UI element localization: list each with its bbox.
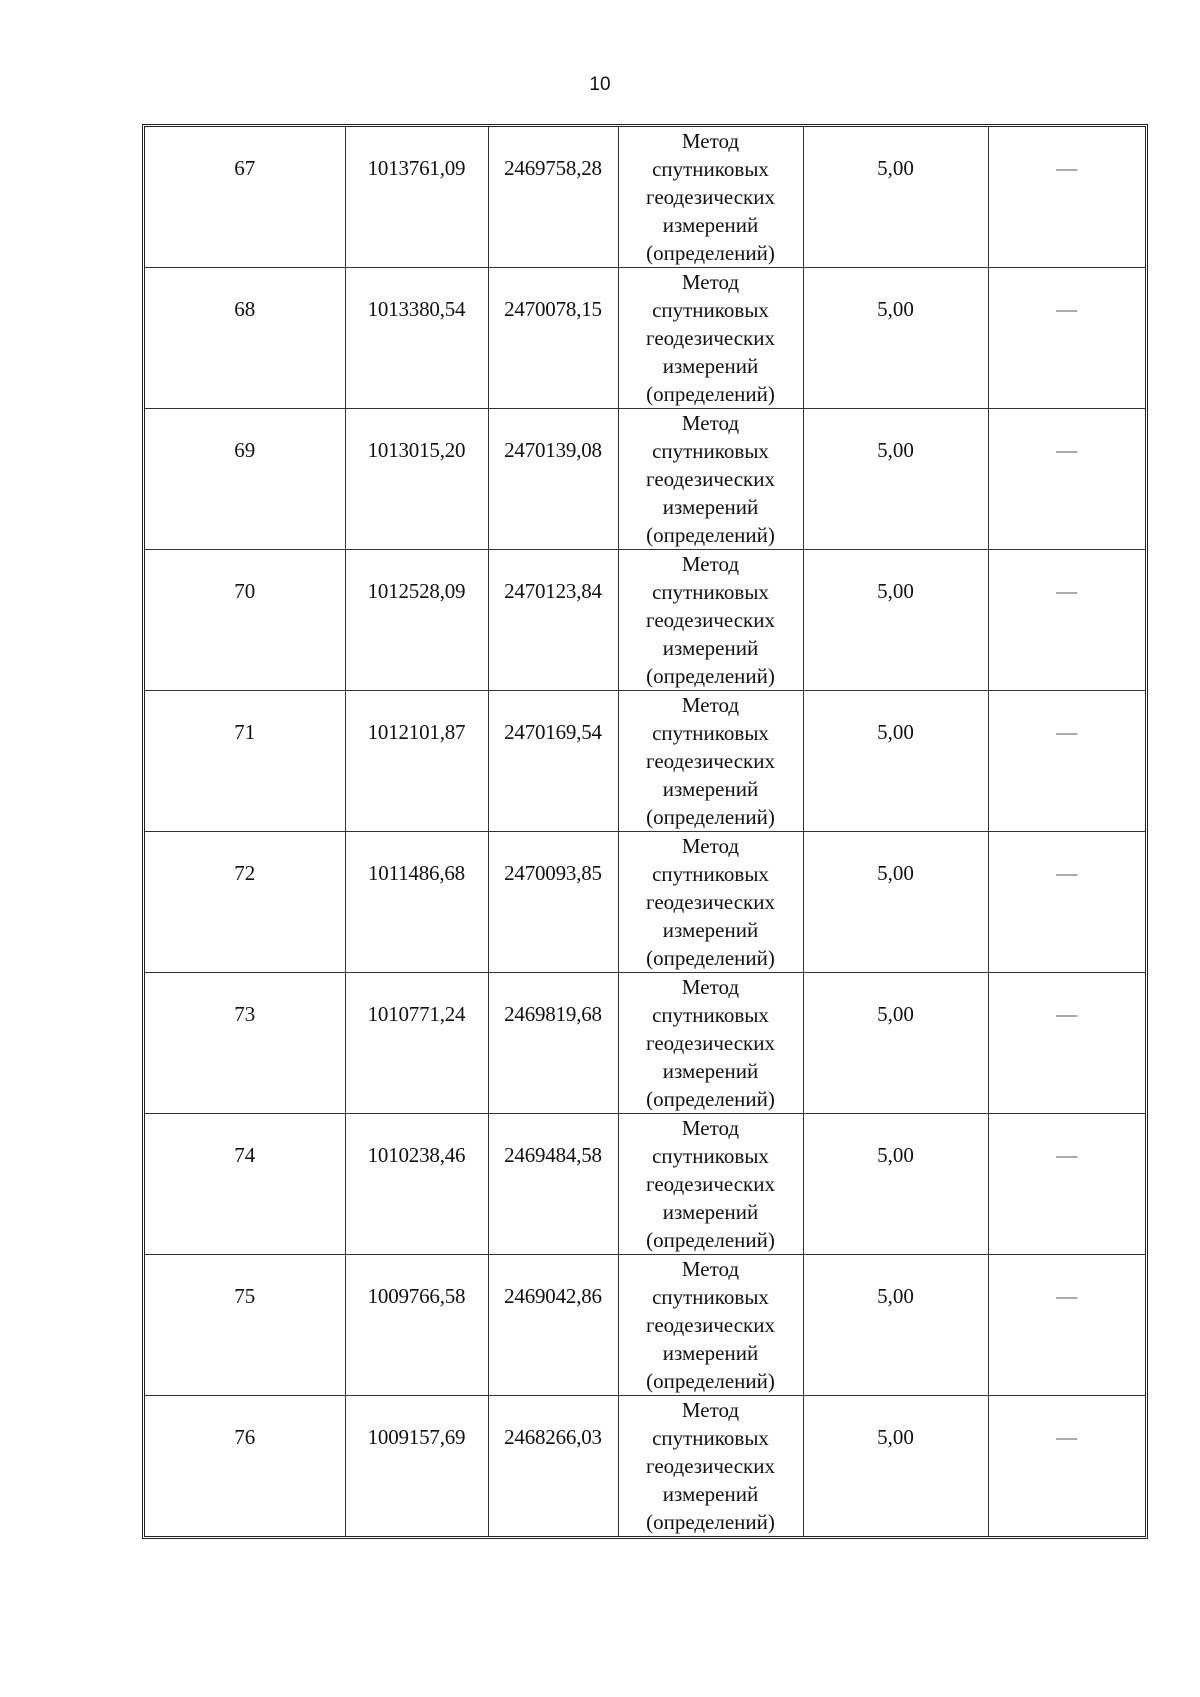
x-coordinate-cell: 1009766,58 <box>345 1255 488 1396</box>
method-cell <box>618 127 803 268</box>
extra-cell <box>988 127 1145 268</box>
method-line: Метод <box>681 129 740 153</box>
method-line: Метод <box>681 834 740 858</box>
method-line: спутниковых <box>652 862 769 886</box>
point-number-cell: 73 <box>145 973 345 1114</box>
method-line: геодезических <box>645 749 775 773</box>
dash-mark: — <box>1056 579 1078 603</box>
method-cell <box>618 691 803 832</box>
y-coordinate-cell: 2470169,54 <box>488 691 618 832</box>
y-coordinate-cell: 2470078,15 <box>488 268 618 409</box>
method-cell <box>618 268 803 409</box>
method-line: геодезических <box>645 1172 775 1196</box>
point-number-cell: 68 <box>145 268 345 409</box>
method-line: (определений) <box>646 1087 775 1111</box>
extra-cell <box>988 1114 1145 1255</box>
method-line: Метод <box>681 1116 740 1140</box>
y-coordinate-cell: 2469758,28 <box>488 127 618 268</box>
method-cell <box>618 973 803 1114</box>
method-line: измерений <box>662 1200 759 1224</box>
accuracy-cell: 5,00 <box>803 127 988 268</box>
method-line: геодезических <box>645 1313 775 1337</box>
accuracy-cell: 5,00 <box>803 1255 988 1396</box>
method-cell <box>618 1255 803 1396</box>
table-row <box>145 832 1145 973</box>
method-line: спутниковых <box>652 298 769 322</box>
table-row <box>145 1255 1145 1396</box>
point-number-cell: 74 <box>145 1114 345 1255</box>
x-coordinate-cell: 1011486,68 <box>345 832 488 973</box>
point-number-cell: 72 <box>145 832 345 973</box>
extra-cell <box>988 691 1145 832</box>
method-line: измерений <box>662 213 759 237</box>
point-number-cell: 70 <box>145 550 345 691</box>
x-coordinate-cell: 1012101,87 <box>345 691 488 832</box>
point-number-cell: 69 <box>145 409 345 550</box>
method-cell <box>618 550 803 691</box>
x-coordinate-cell: 1013015,20 <box>345 409 488 550</box>
method-line: (определений) <box>646 241 775 265</box>
dash-mark: — <box>1056 1143 1078 1167</box>
method-line: геодезических <box>645 467 775 491</box>
method-cell <box>618 1396 803 1537</box>
method-line: (определений) <box>646 1369 775 1393</box>
method-line: геодезических <box>645 608 775 632</box>
method-line: спутниковых <box>652 439 769 463</box>
method-line: спутниковых <box>652 721 769 745</box>
y-coordinate-cell: 2469819,68 <box>488 973 618 1114</box>
x-coordinate-cell: 1013380,54 <box>345 268 488 409</box>
extra-cell <box>988 550 1145 691</box>
method-line: Метод <box>681 552 740 576</box>
accuracy-cell: 5,00 <box>803 832 988 973</box>
dash-mark: — <box>1056 1425 1078 1449</box>
method-line: Метод <box>681 411 740 435</box>
dash-mark: — <box>1056 297 1078 321</box>
dash-mark: — <box>1056 156 1078 180</box>
method-line: измерений <box>662 918 759 942</box>
extra-cell <box>988 973 1145 1114</box>
method-line: спутниковых <box>652 1285 769 1309</box>
dash-mark: — <box>1056 438 1078 462</box>
method-line: измерений <box>662 354 759 378</box>
method-line: (определений) <box>646 805 775 829</box>
method-line: (определений) <box>646 382 775 406</box>
accuracy-cell: 5,00 <box>803 1396 988 1537</box>
accuracy-cell: 5,00 <box>803 691 988 832</box>
y-coordinate-cell: 2469042,86 <box>488 1255 618 1396</box>
table-row <box>145 268 1145 409</box>
method-line: (определений) <box>646 523 775 547</box>
point-number-cell: 76 <box>145 1396 345 1537</box>
method-line: измерений <box>662 777 759 801</box>
method-line: измерений <box>662 1341 759 1365</box>
table-body <box>145 127 1145 1536</box>
x-coordinate-cell: 1012528,09 <box>345 550 488 691</box>
x-coordinate-cell: 1010238,46 <box>345 1114 488 1255</box>
method-line: спутниковых <box>652 1003 769 1027</box>
y-coordinate-cell: 2470093,85 <box>488 832 618 973</box>
method-line: Метод <box>681 1398 740 1422</box>
page-number: 10 <box>589 74 611 95</box>
y-coordinate-cell: 2469484,58 <box>488 1114 618 1255</box>
y-coordinate-cell: 2468266,03 <box>488 1396 618 1537</box>
method-cell <box>618 409 803 550</box>
method-line: спутниковых <box>652 1426 769 1450</box>
method-line: (определений) <box>646 1510 775 1534</box>
coordinates-table <box>142 124 1148 1539</box>
x-coordinate-cell: 1010771,24 <box>345 973 488 1114</box>
table-row <box>145 1396 1145 1537</box>
table-row <box>145 127 1145 268</box>
method-cell <box>618 832 803 973</box>
point-number-cell: 71 <box>145 691 345 832</box>
accuracy-cell: 5,00 <box>803 973 988 1114</box>
extra-cell <box>988 268 1145 409</box>
method-line: геодезических <box>645 1031 775 1055</box>
dash-mark: — <box>1056 720 1078 744</box>
method-line: геодезических <box>645 185 775 209</box>
extra-cell <box>988 1255 1145 1396</box>
method-line: Метод <box>681 270 740 294</box>
table-row <box>145 1114 1145 1255</box>
table-row <box>145 973 1145 1114</box>
method-line: (определений) <box>646 664 775 688</box>
accuracy-cell: 5,00 <box>803 409 988 550</box>
accuracy-cell: 5,00 <box>803 550 988 691</box>
extra-cell <box>988 1396 1145 1537</box>
method-line: (определений) <box>646 946 775 970</box>
dash-mark: — <box>1056 1284 1078 1308</box>
method-line: Метод <box>681 1257 740 1281</box>
method-line: спутниковых <box>652 157 769 181</box>
accuracy-cell: 5,00 <box>803 268 988 409</box>
table-row <box>145 550 1145 691</box>
point-number-cell: 75 <box>145 1255 345 1396</box>
extra-cell <box>988 409 1145 550</box>
y-coordinate-cell: 2470139,08 <box>488 409 618 550</box>
method-line: (определений) <box>646 1228 775 1252</box>
method-line: измерений <box>662 495 759 519</box>
method-line: геодезических <box>645 326 775 350</box>
dash-mark: — <box>1056 1002 1078 1026</box>
method-line: Метод <box>681 693 740 717</box>
method-line: Метод <box>681 975 740 999</box>
method-line: спутниковых <box>652 1144 769 1168</box>
method-line: спутниковых <box>652 580 769 604</box>
method-line: геодезических <box>645 1454 775 1478</box>
extra-cell <box>988 832 1145 973</box>
method-cell <box>618 1114 803 1255</box>
method-line: геодезических <box>645 890 775 914</box>
x-coordinate-cell: 1013761,09 <box>345 127 488 268</box>
method-line: измерений <box>662 636 759 660</box>
y-coordinate-cell: 2470123,84 <box>488 550 618 691</box>
method-line: измерений <box>662 1482 759 1506</box>
x-coordinate-cell: 1009157,69 <box>345 1396 488 1537</box>
accuracy-cell: 5,00 <box>803 1114 988 1255</box>
table-row <box>145 409 1145 550</box>
dash-mark: — <box>1056 861 1078 885</box>
table-row <box>145 691 1145 832</box>
point-number-cell: 67 <box>145 127 345 268</box>
method-line: измерений <box>662 1059 759 1083</box>
